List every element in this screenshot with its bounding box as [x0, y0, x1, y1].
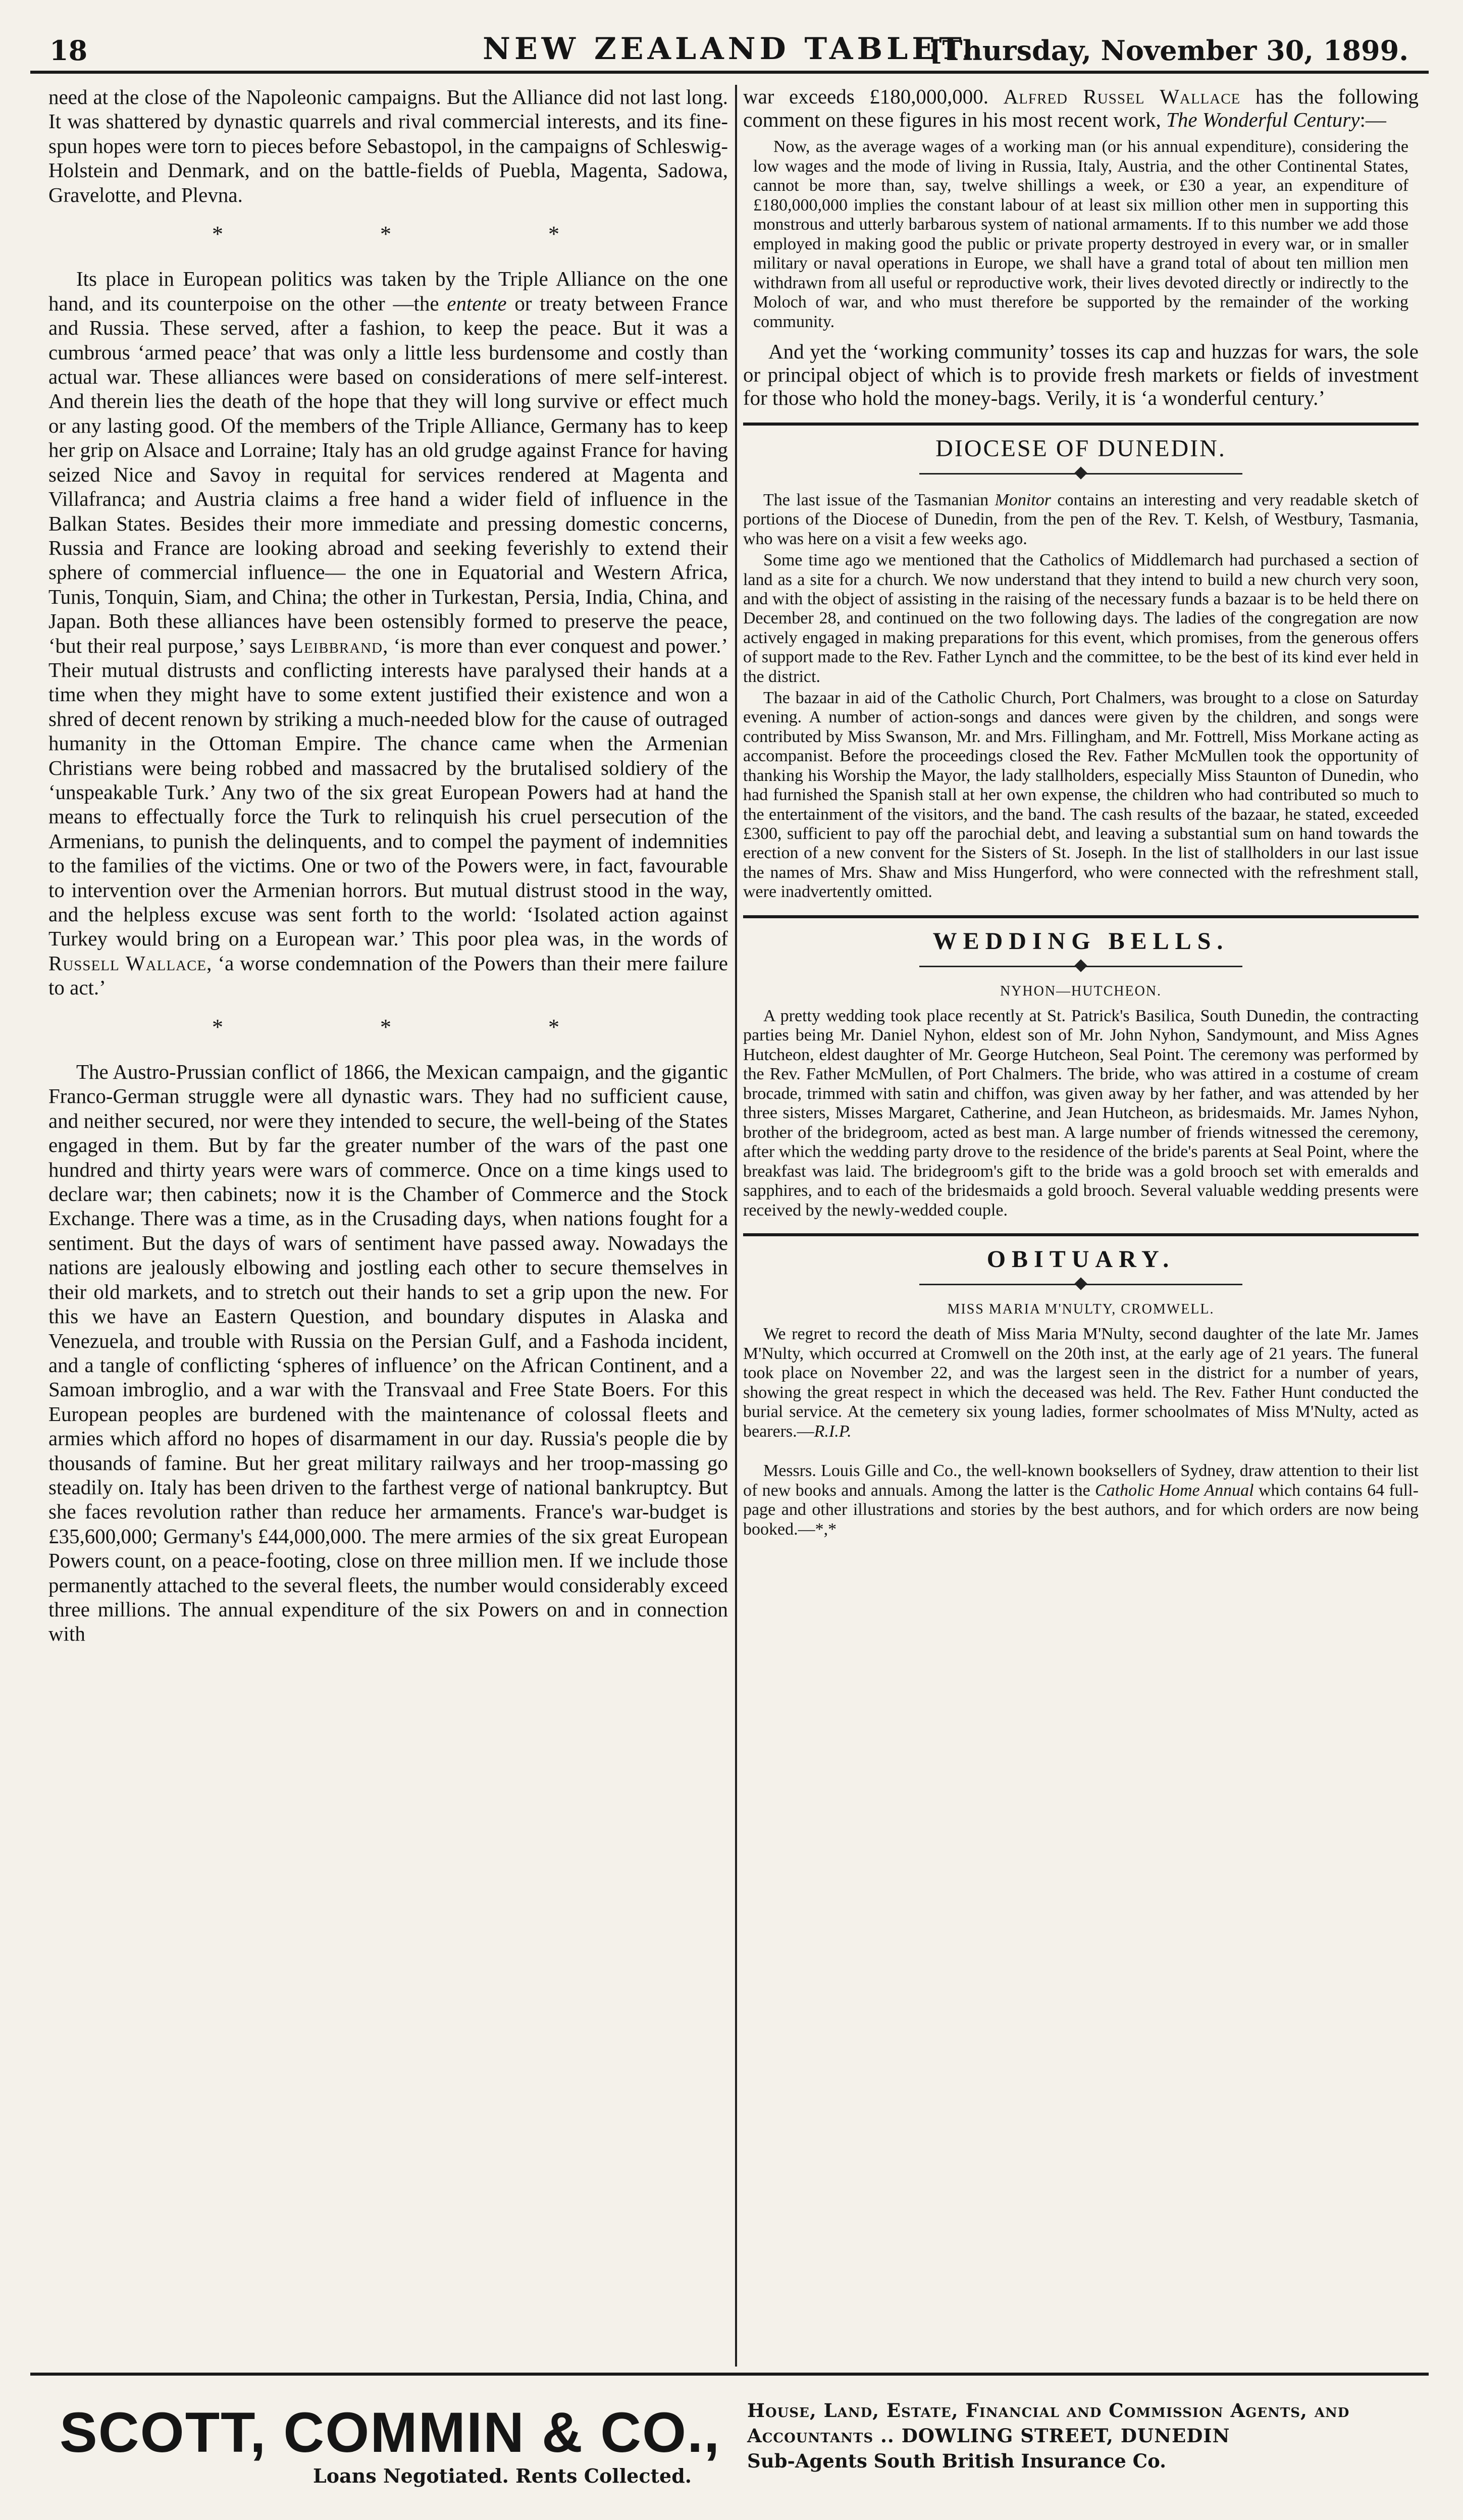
section-separator: * * *	[212, 222, 635, 247]
section-rule	[743, 1233, 1419, 1236]
issue-date: [Thursday, November 30, 1899.	[929, 34, 1408, 67]
ornament-rule	[919, 467, 1242, 480]
ornament-rule	[919, 1278, 1242, 1290]
right-column	[743, 85, 1419, 2356]
advertisement-footer	[30, 2373, 1429, 2492]
news-paragraph: Some time ago we mentioned that the Catholics of Middlemarch had purchased a section of land as a site for a church. We now understand that they intend to build a new church very soon, and with the object of assisting in the raising of the necessary funds a bazaar is to be held there on December 28, and continued on the two following days. The ladies of the congregation are now actively engaged in making preparations for this event, which promises, from the generous offers of support made to the Rev. Father Lynch and the committee, to be the best of its kind ever held in the district.	[743, 551, 1419, 686]
article-paragraph: war exceeds £180,000,000. Alfred Russel Wallace has the following comment on these figures in his most recent work, The Wonderful Century:—	[743, 85, 1419, 131]
obituary-subhead: MISS MARIA M'NULTY, CROMWELL.	[947, 1301, 1215, 1318]
news-paragraph: The last issue of the Tasmanian Monitor contains an interesting and very readable sketch of portions of the Diocese of Dunedin, from the pen of the Rev. T. Kelsh, of Westbury, Tasmania, who was here on a visit a few weeks ago.	[743, 491, 1419, 548]
article-paragraph: need at the close of the Napoleonic campaigns. But the Alliance did not last long. It was shattered by dynastic quarrels and rival commercial interests, and its fine-spun hopes were torn to pieces before Sebastopol, in the campaigns of Schleswig-Holstein and Denmark, and on the battle-fields of Puebla, Magenta, Sadowa, Gravelotte, and Plevna.	[48, 85, 728, 206]
page-number: 18	[49, 34, 88, 67]
news-paragraph: We regret to record the death of Miss Maria M'Nulty, second daughter of the late Mr. James M'Nulty, which occurred at Cromwell on the 20th inst, at the early age of 21 years. The funeral took place on November 22, and was the largest seen in the district for a number of years, showing the great respect in which the deceased was held. The Rev. Father Hunt conducted the burial service. At the cemetery six young ladies, former schoolmates of Miss M'Nulty, acted as bearers.—R.I.P.	[743, 1325, 1419, 1441]
block-quote: Now, as the average wages of a working man (or his annual expenditure), considering the low wages and the mode of living in Russia, Italy, Austria, and the other Continental States, cannot be more than, say, twelve shillings a week, or £30 a year, an expenditure of £180,000,000 implies the constant labour of at least six million other men in supporting this monstrous and utterly barbarous system of national armaments. If to this number we add those employed in making good the public or private property destroyed in every war, or in smaller military or naval operations in Europe, we shall have a grand total of about ten million men withdrawn from all useful or reproductive work, their lives devoted directly or indirectly to the Moloch of war, and who must therefore be supported by the remainder of the working community.	[753, 137, 1408, 331]
page-header	[30, 25, 1429, 74]
firm-name: SCOTT, COMMIN & CO.,	[60, 2401, 721, 2464]
article-paragraph: Its place in European politics was taken by the Triple Alliance on the one hand, and its counterpoise on the other —the entente or treaty between France and Russia. These served, after a fashion, to keep the peace. But it was a cumbrous ‘armed peace’ that was only a little less burdensome and costly than actual war. These alliances were based on considerations of mere self-interest. And therein lies the death of the hope that they will long survive or effect much or any lasting good. Of the members of the Triple Alliance, Germany has to keep her grip on Alsace and Lorraine; Italy has an old grudge against France for having seized Nice and Savoy in requital for services rendered at Magenta and Villafranca; and Austria claims a free hand a wider field of influence in the Balkan States. Besides their more immediate and pressing domestic concerns, Russia and France are looking abroad and seeking feverishly to extend their sphere of commercial influence— the one in Equatorial and Western Africa, Tunis, Tonquin, Siam, and China; the other in Turkestan, Persia, India, China, and Japan. Both these alliances have been ostensibly formed to preserve the peace, ‘but their real purpose,’ says Leibbrand, ‘is more than ever conquest and power.’ Their mutual distrusts and conflicting interests have paralysed their hands at a time when they might have to some extent justified their existence and won a shred of decent renown by striking a much-needed blow for the cause of outraged humanity in the Ottoman Empire. The chance came when the Armenian Christians were being robbed and massacred by the brutalised soldiery of the ‘unspeakable Turk.’ Any two of the six great European Powers had at hand the means to effectually force the Turk to relinquish his cruel persecution of the Armenians, to punish the delinquents, and to compel the payment of indemnities to the families of the victims. One or two of the Powers were, in fact, favourable to intervention over the Armenian horrors. But mutual distrust stood in the way, and the helpless excuse was sent forth to the world: ‘Isolated action against Turkey would bring on a European war.’ This poor plea was, in the words of Russell Wallace, ‘a worse condemnation of the Powers than their mere failure to act.’	[48, 267, 728, 1000]
section-separator: * * *	[212, 1014, 635, 1039]
firm-details: House, Land, Estate, Financial and Commission Agents, and Accountants .. DOWLING STREET, DUNEDIN Sub-Agents South British Insurance Co.	[747, 2399, 1350, 2472]
diocese-heading: DIOCESE OF DUNEDIN.	[935, 435, 1226, 462]
ornament-rule	[919, 960, 1242, 972]
news-paragraph: Messrs. Louis Gille and Co., the well-known booksellers of Sydney, draw attention to their list of new books and annuals. Among the latter is the Catholic Home Annual which contains 64 full-page and other illustrations and stories by the best authors, and for which orders are now being booked.—*,*	[743, 1461, 1419, 1539]
news-paragraph: A pretty wedding took place recently at St. Patrick's Basilica, South Dunedin, the contracting parties being Mr. Daniel Nyhon, eldest son of Mr. John Nyhon, Sandymount, and Miss Agnes Hutcheon, eldest daughter of Mr. George Hutcheon, Seal Point. The ceremony was performed by the Rev. Father McMullen, of Port Chalmers. The bride, who was attired in a costume of cream brocade, trimmed with satin and chiffon, was given away by her father, and was attended by her three sisters, Misses Margaret, Catherine, and Jean Hutcheon, as bridesmaids. Mr. James Nyhon, brother of the bridegroom, acted as best man. A large number of friends witnessed the ceremony, after which the wedding party drove to the residence of the bride's parents at Seal Point, where the breakfast was laid. The bridegroom's gift to the bride was a gold brooch set with emeralds and sapphires, and to each of the bridesmaids a gold brooch. Several valuable wedding presents were received by the newly-wedded couple.	[743, 1006, 1419, 1220]
article-paragraph: And yet the ‘working community’ tosses its cap and huzzas for wars, the sole or principal object of which is to provide fresh markets or fields of investment for those who hold the money-bags. Verily, it is ‘a wonderful century.’	[743, 340, 1419, 409]
obituary-heading: OBITUARY.	[986, 1246, 1175, 1273]
news-paragraph: The bazaar in aid of the Catholic Church, Port Chalmers, was brought to a close on Saturday evening. A number of action-songs and dances were given by the children, and songs were contributed by Miss Swanson, Mr. and Mrs. Fillingham, and Mr. Fottrell, Miss Morkane acting as accompanist. Before the proceedings closed the Rev. Father McMullen took the opportunity of thanking his Worship the Mayor, the lady stallholders, especially Miss Staunton of Dunedin, who had furnished the Spanish stall at her own expense, the children who had contributed so much to the entertainment of the visitors, and the band. The cash results of the bazaar, he stated, exceeded £300, sufficient to pay off the parochial debt, and leaving a substantial sum on hand towards the erection of a new convent for the Sisters of St. Joseph. In the list of stallholders in our last issue the names of Mrs. Shaw and Miss Hungerford, who were connected with the refreshment stall, were inadvertently omitted.	[743, 689, 1419, 902]
article-paragraph: The Austro-Prussian conflict of 1866, the Mexican campaign, and the gigantic Franco-German struggle were all dynastic wars. They had no sufficient cause, and neither secured, nor were they intended to secure, the well-being of the States engaged in them. But by far the greater number of the wars of the past one hundred and thirty years were wars of commerce. Once on a time kings used to declare war; then cabinets; now it is the Chamber of Commerce and the Stock Exchange. There was a time, as in the Crusading days, when nations fought for a sentiment. But the days of wars of sentiment have passed away. Nowadays the nations are jealously elbowing and jostling each other to secure themselves in their old markets, and to stretch out their hands to set a grip upon the new. For this we have an Eastern Question, and boundary disputes in Alaska and Venezuela, and trouble with Russia on the Persian Gulf, and a Fashoda incident, and a tangle of conflicting ‘spheres of influence’ on the African Continent, and a Samoan imbroglio, and a war with the Transvaal and Free State Boers. For this European peoples are burdened with the maintenance of colossal fleets and armies which afford no hopes of disarmament in our day. Russia's people die by thousands of famine. But her great military railways and her troop-massing go steadily on. Italy has been driven to the farthest verge of national bankruptcy. But she faces revolution rather than reduce her armaments. France's war-budget is £35,600,000; Germany's £44,000,000. The mere armies of the six great European Powers count, on a peace-footing, close on three million men. If we include those permanently attached to the several fleets, the number would considerably exceed three millions. The annual expenditure of the six Powers on and in connection with	[48, 1060, 728, 1646]
wedding-heading: WEDDING BELLS.	[932, 927, 1229, 955]
left-column	[48, 85, 728, 2356]
column-rule	[735, 85, 737, 2367]
wedding-subhead: NYHON—HUTCHEON.	[1000, 983, 1162, 999]
section-rule	[743, 915, 1419, 918]
firm-tagline: Loans Negotiated. Rents Collected.	[313, 2464, 692, 2487]
section-rule	[743, 423, 1419, 426]
masthead: NEW ZEALAND TABLET.	[483, 31, 976, 67]
